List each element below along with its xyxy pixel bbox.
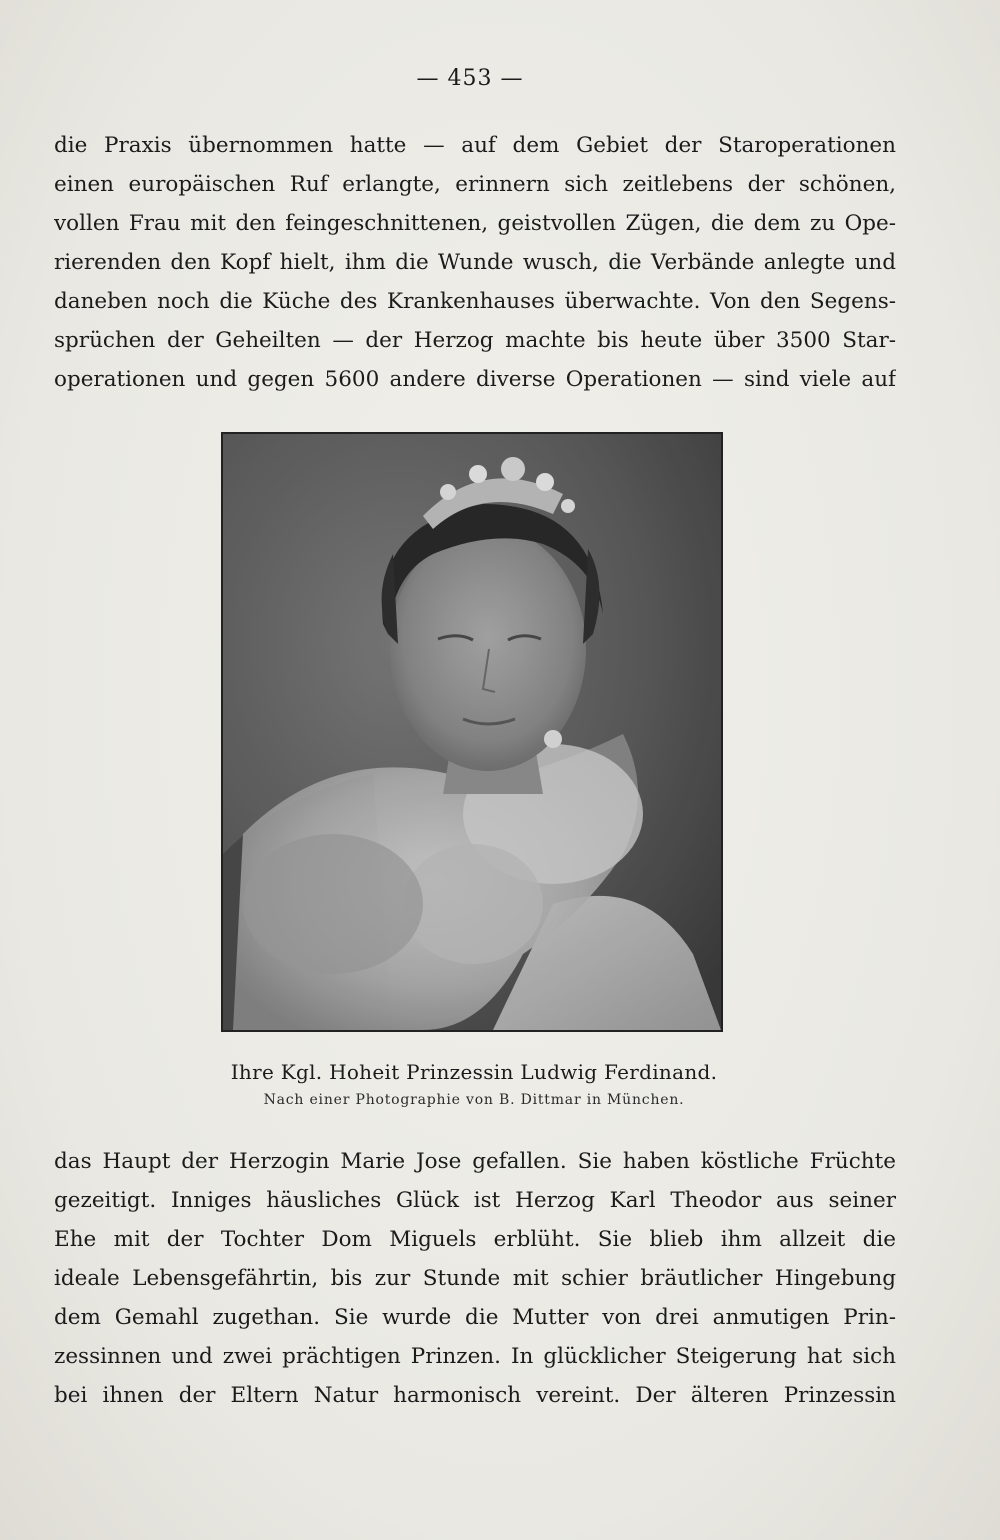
paragraph-bottom <box>54 1142 896 1415</box>
text-line: die Praxis übernommen hatte — auf dem Gebiet der Staroperationen <box>54 133 896 158</box>
text-line: das Haupt der Herzogin Marie Jose gefallen. Sie haben köstliche Früchte <box>54 1149 896 1174</box>
text-line: bei ihnen der Eltern Natur harmonisch vereint. Der älteren Prinzessin <box>54 1383 896 1408</box>
text-line: daneben noch die Küche des Krankenhauses überwachte. Von den Segens- <box>54 289 896 314</box>
portrait-photograph <box>221 432 723 1032</box>
text-line: rierenden den Kopf hielt, ihm die Wunde wusch, die Verbände anlegte und <box>54 250 896 275</box>
text-line: dem Gemahl zugethan. Sie wurde die Mutter von drei anmutigen Prin- <box>54 1305 896 1330</box>
text-line: operationen und gegen 5600 andere diverse Operationen — sind viele auf <box>54 367 896 392</box>
figure-credit: Nach einer Photographie von B. Dittmar in München. <box>263 1092 685 1108</box>
text-line: einen europäischen Ruf erlangte, erinnern sich zeitlebens der schönen, <box>54 172 896 197</box>
figure-caption: Ihre Kgl. Hoheit Prinzessin Ludwig Ferdinand. <box>230 1060 718 1084</box>
text-line: Ehe mit der Tochter Dom Miguels erblüht. Sie blieb ihm allzeit die <box>54 1227 896 1252</box>
page-number: — 453 — <box>416 66 524 91</box>
paragraph-top <box>54 126 896 399</box>
text-line: gezeitigt. Inniges häusliches Glück ist Herzog Karl Theodor aus seiner <box>54 1188 896 1213</box>
text-line: zessinnen und zwei prächtigen Prinzen. In glücklicher Steigerung hat sich <box>54 1344 896 1369</box>
text-line: ideale Lebensgefährtin, bis zur Stunde mit schier bräutlicher Hingebung <box>54 1266 896 1291</box>
portrait-image <box>223 434 721 1030</box>
text-line: vollen Frau mit den feingeschnittenen, geistvollen Zügen, die dem zu Ope- <box>54 211 896 236</box>
text-line: sprüchen der Geheilten — der Herzog machte bis heute über 3500 Star- <box>54 328 896 353</box>
